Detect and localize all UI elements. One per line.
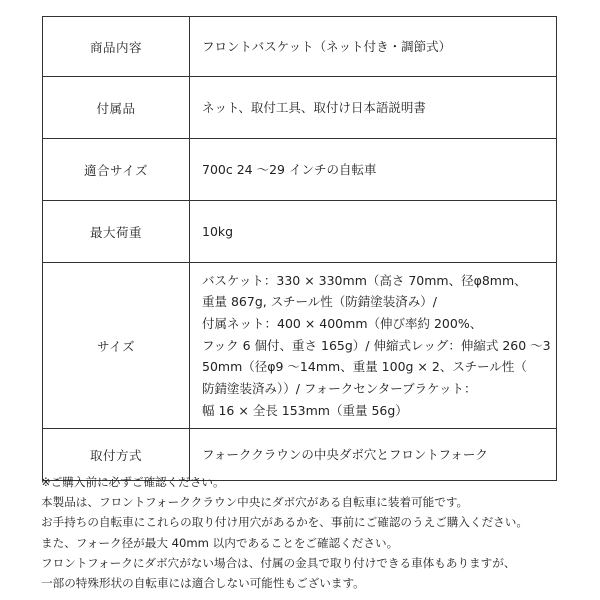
- spec-value-line: 防錆塗装済み））/ フォークセンターブラケット：: [202, 381, 477, 397]
- spec-row-size: [43, 263, 557, 429]
- spec-value-line: フォーククラウンの中央ダボ穴とフロントフォーク: [202, 446, 488, 462]
- note-line: 一部の特殊形状の自転車には適合しない可能性もございます。: [41, 576, 365, 591]
- spec-value-line: 700c 24 ～29 インチの自転車: [202, 161, 377, 177]
- spec-value-compatible-size: [190, 139, 557, 201]
- spec-value-line: フロントバスケット（ネット付き・調節式）: [202, 38, 452, 54]
- spec-value-line: 幅 16 × 全長 153mm（重量 56g）: [202, 402, 408, 418]
- spec-value-line: フック 6 個付、重さ 165g）/ 伸縮式レッグ：伸縮式 260 ～3: [202, 337, 551, 353]
- note-line: お手持ちの自転車にこれらの取り付け用穴があるかを、事前にご確認のうえご購入ください。: [41, 515, 528, 530]
- spec-value-line: 50mm（径φ9 ～14mm、重量 100g × 2、スチール性（: [202, 359, 527, 375]
- spec-value-line: 重量 867g, スチール性（防錆塗装済み）/: [202, 294, 437, 310]
- spec-value-max-load: [190, 201, 557, 263]
- spec-value-line: 付属ネット：400 × 400mm（伸び率約 200%、: [202, 315, 483, 331]
- spec-value-contents: [190, 17, 557, 77]
- spec-value-size: [190, 263, 557, 429]
- spec-row-contents: [43, 17, 557, 77]
- spec-label-max-load: 最大荷重: [43, 201, 190, 263]
- spec-table: [42, 16, 557, 481]
- spec-label-accessories: 付属品: [43, 77, 190, 139]
- purchase-notes: [41, 472, 561, 593]
- spec-row-max-load: [43, 201, 557, 263]
- spec-value-accessories: [190, 77, 557, 139]
- note-line: 本製品は、フロントフォーククラウン中央にダボ穴がある自転車に装着可能です。: [41, 495, 469, 510]
- note-line: また、フォーク径が最大 40mm 以内であることをご確認ください。: [41, 535, 399, 550]
- spec-value-line: バスケット：330 × 330mm（高さ 70mm、径φ8mm、: [202, 272, 527, 288]
- spec-label-mounting: 取付方式: [43, 429, 190, 481]
- note-line: フロントフォークにダボ穴がない場合は、付属の金具で取り付けできる車体もありますが、: [41, 555, 516, 570]
- spec-row-compatible-size: [43, 139, 557, 201]
- spec-label-size: サイズ: [43, 263, 190, 429]
- spec-label-compatible-size: 適合サイズ: [43, 139, 190, 201]
- spec-value-line: ネット、取付工具、取付け日本語説明書: [202, 99, 426, 115]
- spec-value-line: 10kg: [202, 223, 234, 239]
- spec-row-accessories: [43, 77, 557, 139]
- spec-label-contents: 商品内容: [43, 17, 190, 77]
- note-line: ※ご購入前に必ずご確認ください。: [41, 475, 225, 489]
